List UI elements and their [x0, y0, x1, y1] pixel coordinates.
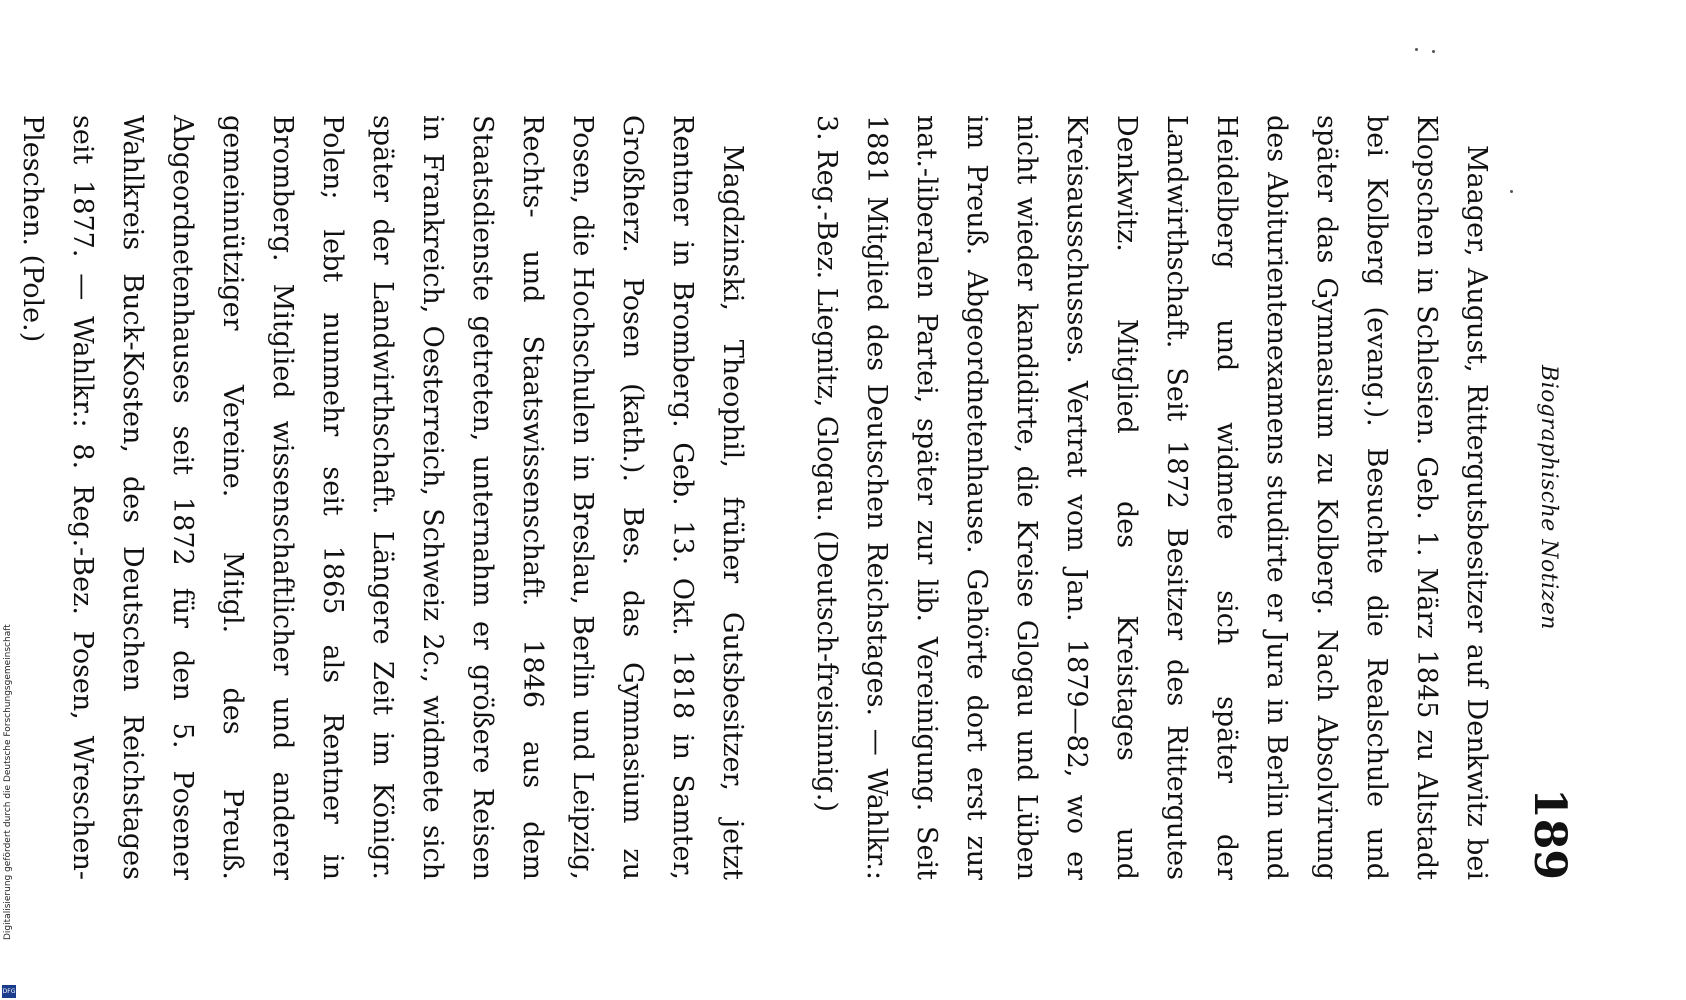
running-head: Biographische Notizen: [1536, 365, 1561, 630]
entry-text: Magdzinski, Theophil, früher Gutsbesitzer, jetzt Rentner in Bromberg. Geb. 13. Okt. 1818 in Samter, Großherz. Posen (kath.). Bes. das Gymnasium zu Posen, die Hochschulen in Breslau, Berlin und Leipzig, Rechts- und Staatswissenschaft. 1846 aus dem Staatsdienste getreten, unternahm er größere Reisen in Frankreich, Oesterreich, Schweiz 2c., widmete sich später der Landwirthschaft. Längere Zeit im Königr. Polen; lebt nunmehr seit 1865 als Rentner in Bromberg. Mitglied wissenschaftlicher und anderer gemeinnütziger Vereine. Mitgl. des Preuß. Abgeordnetenhauses seit 1872 für den 5. Posener Wahlkreis Buck-Kosten, des Deutschen Reichstages seit 1877. — Wahlkr.: 8. Reg.-Bez. Posen, Wreschen-Pleschen. (Pole.): [17, 115, 748, 880]
entry-separator: [771, 115, 801, 880]
digitization-credit: Digitalisierung gefördert durch die Deutsche Forschungsgemeinschaft: [3, 624, 13, 940]
dfg-logo: DFG: [2, 985, 16, 998]
entry-text: Maager, August, Rittergutsbesitzer auf Denkwitz bei Klopschen in Schlesien. Geb. 1. März 1845 zu Altstadt bei Kolberg (evang.). Besuchte die Realschule und später das Gymnasium zu Kolberg. Nach Absolvirung des Abiturientenexamens studirte er Jura in Berlin und Heidelberg und widmete sich später der Landwirthschaft. Seit 1872 Besitzer des Rittergutes Denkwitz. Mitglied des Kreistages und Kreisausschusses. Vertrat vom Jan. 1879—82, wo er nicht wieder kandidirte, die Kreise Glogau und Lüben im Preuß. Abgeordnetenhause. Gehörte dort erst zur nat.-liberalen Partei, später zur lib. Vereinigung. Seit 1881 Mitglied des Deutschen Reichstages. — Wahlkr.: 3. Reg.-Bez. Liegnitz, Glogau. (Deutsch-freisinnig.): [811, 115, 1492, 880]
biography-entry-magdzinski: [7, 115, 757, 880]
biography-entry-maager: [801, 115, 1501, 880]
page-number: 189: [1524, 788, 1575, 880]
scan-speck: [1432, 50, 1435, 53]
document-page: [17, 60, 1605, 930]
page-header: [1515, 115, 1575, 880]
scan-speck: [1415, 48, 1418, 51]
scan-speck: [1510, 190, 1513, 193]
